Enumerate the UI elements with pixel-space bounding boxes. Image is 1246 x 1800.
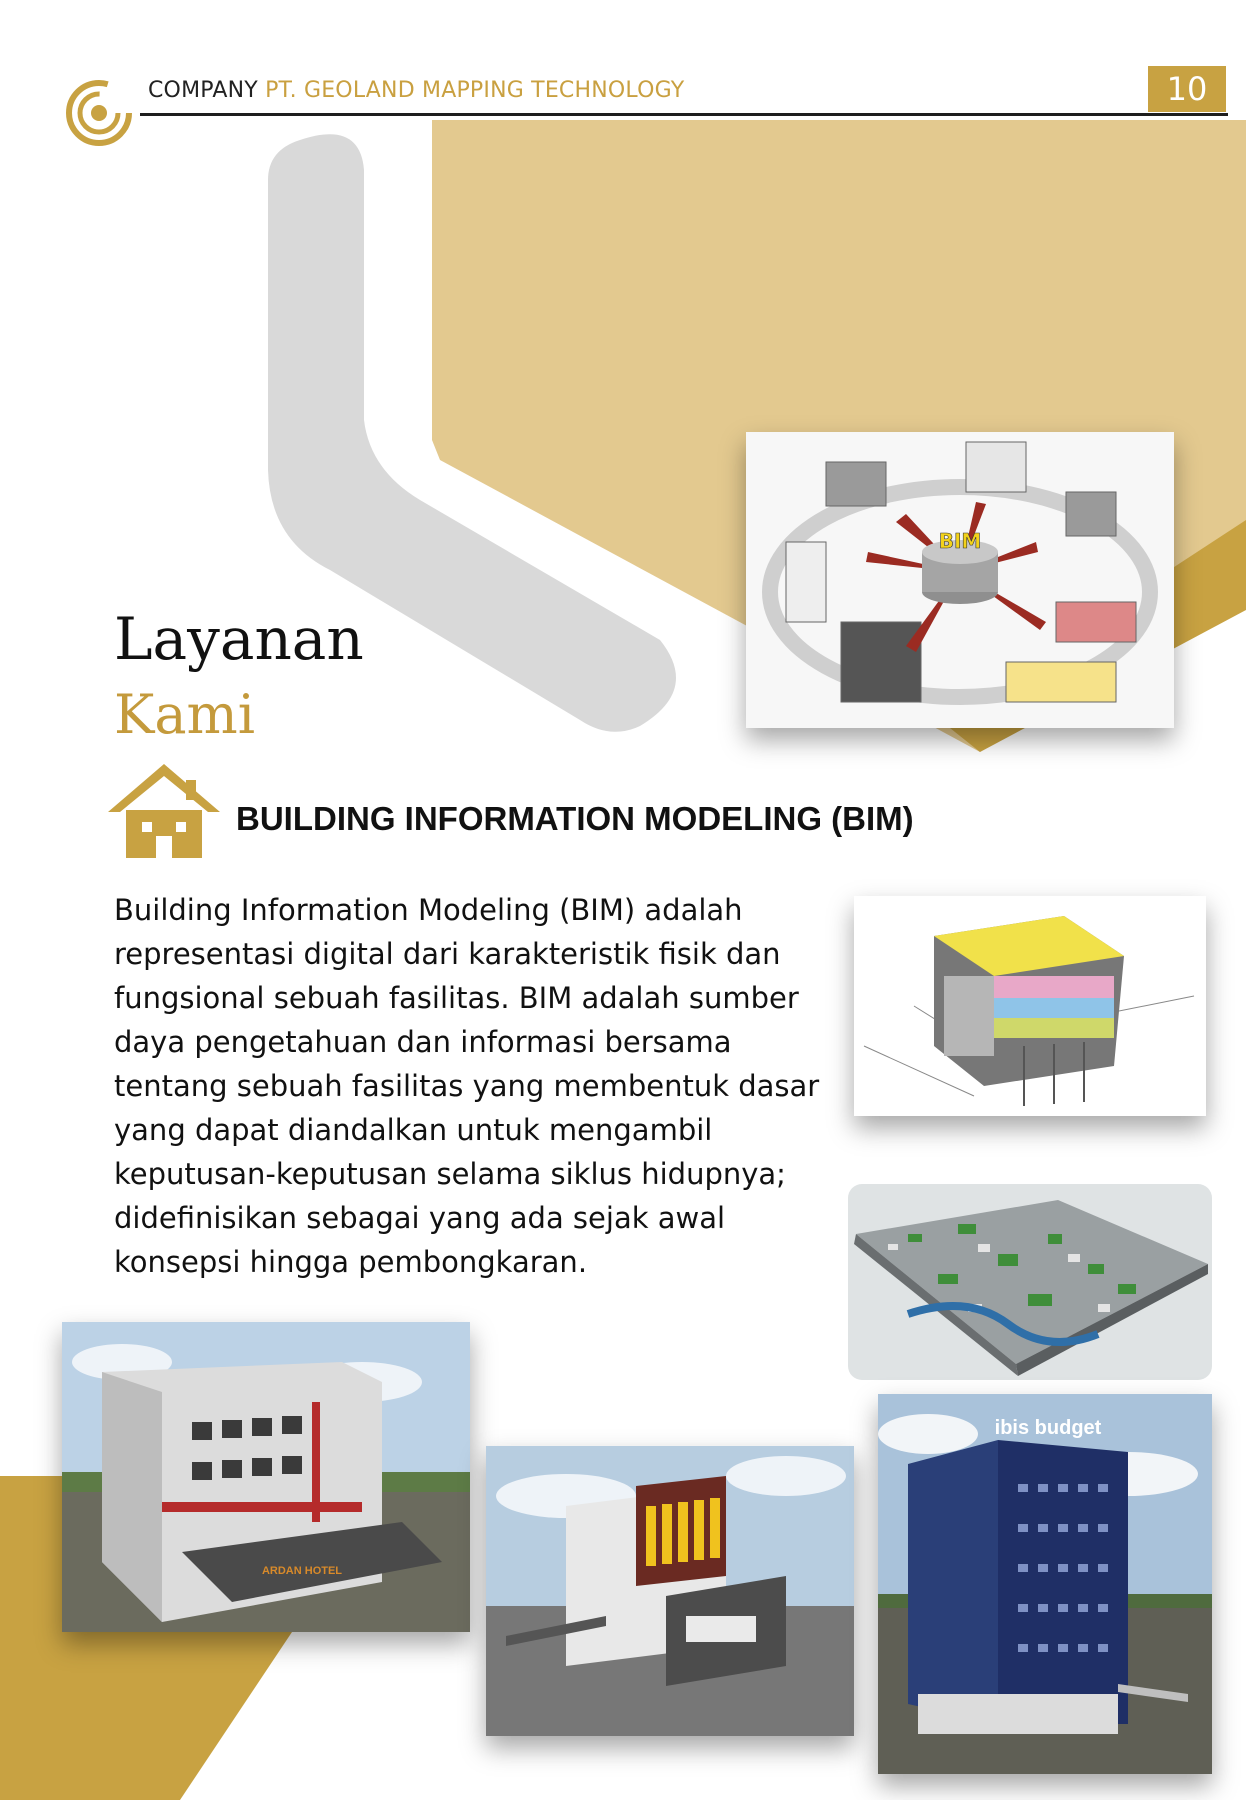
body-line: konsepsi hingga pembongkaran. (114, 1245, 588, 1279)
body-line: representasi digital dari karakteristik fisik dan (114, 937, 781, 971)
page-title-line2: Kami (114, 683, 256, 746)
company-name-highlight: PT. GEOLAND MAPPING TECHNOLOGY (265, 78, 685, 103)
hotel-render-1 (62, 1322, 470, 1632)
body-line: keputusan-keputusan selama siklus hidupnya; (114, 1157, 786, 1191)
body-line: Building Information Modeling (BIM) adalah (114, 893, 743, 927)
house-icon (106, 760, 222, 860)
body-line: didefinisikan sebagai yang ada sejak awal (114, 1201, 726, 1235)
bim-diagram-image (746, 432, 1174, 728)
page-number: 10 (1148, 66, 1226, 112)
body-line: yang dapat diandalkan untuk mengambil (114, 1113, 713, 1147)
body-line: tentang sebuah fasilitas yang membentuk dasar (114, 1069, 820, 1103)
ibis-sign: ibis budget (994, 1417, 1102, 1439)
hotel-sign: ARDAN HOTEL (261, 1565, 343, 1577)
page-title-line1: Layanan (114, 605, 364, 673)
hotel-render-3 (878, 1394, 1212, 1774)
body-line: daya pengetahuan dan informasi bersama (114, 1025, 732, 1059)
company-label: COMPANY (148, 78, 258, 103)
company-name (148, 78, 684, 103)
body-line: fungsional sebuah fasilitas. BIM adalah sumber (114, 981, 799, 1015)
company-logo (64, 78, 134, 148)
section-body (114, 888, 834, 1284)
header-rule (140, 113, 1228, 116)
bim-diagram-label: BIM (938, 529, 982, 553)
hotel-render-2 (486, 1446, 854, 1736)
city-model-image (848, 1184, 1212, 1380)
section-heading: BUILDING INFORMATION MODELING (BIM) (236, 800, 914, 837)
building-cutaway-image (854, 896, 1206, 1116)
